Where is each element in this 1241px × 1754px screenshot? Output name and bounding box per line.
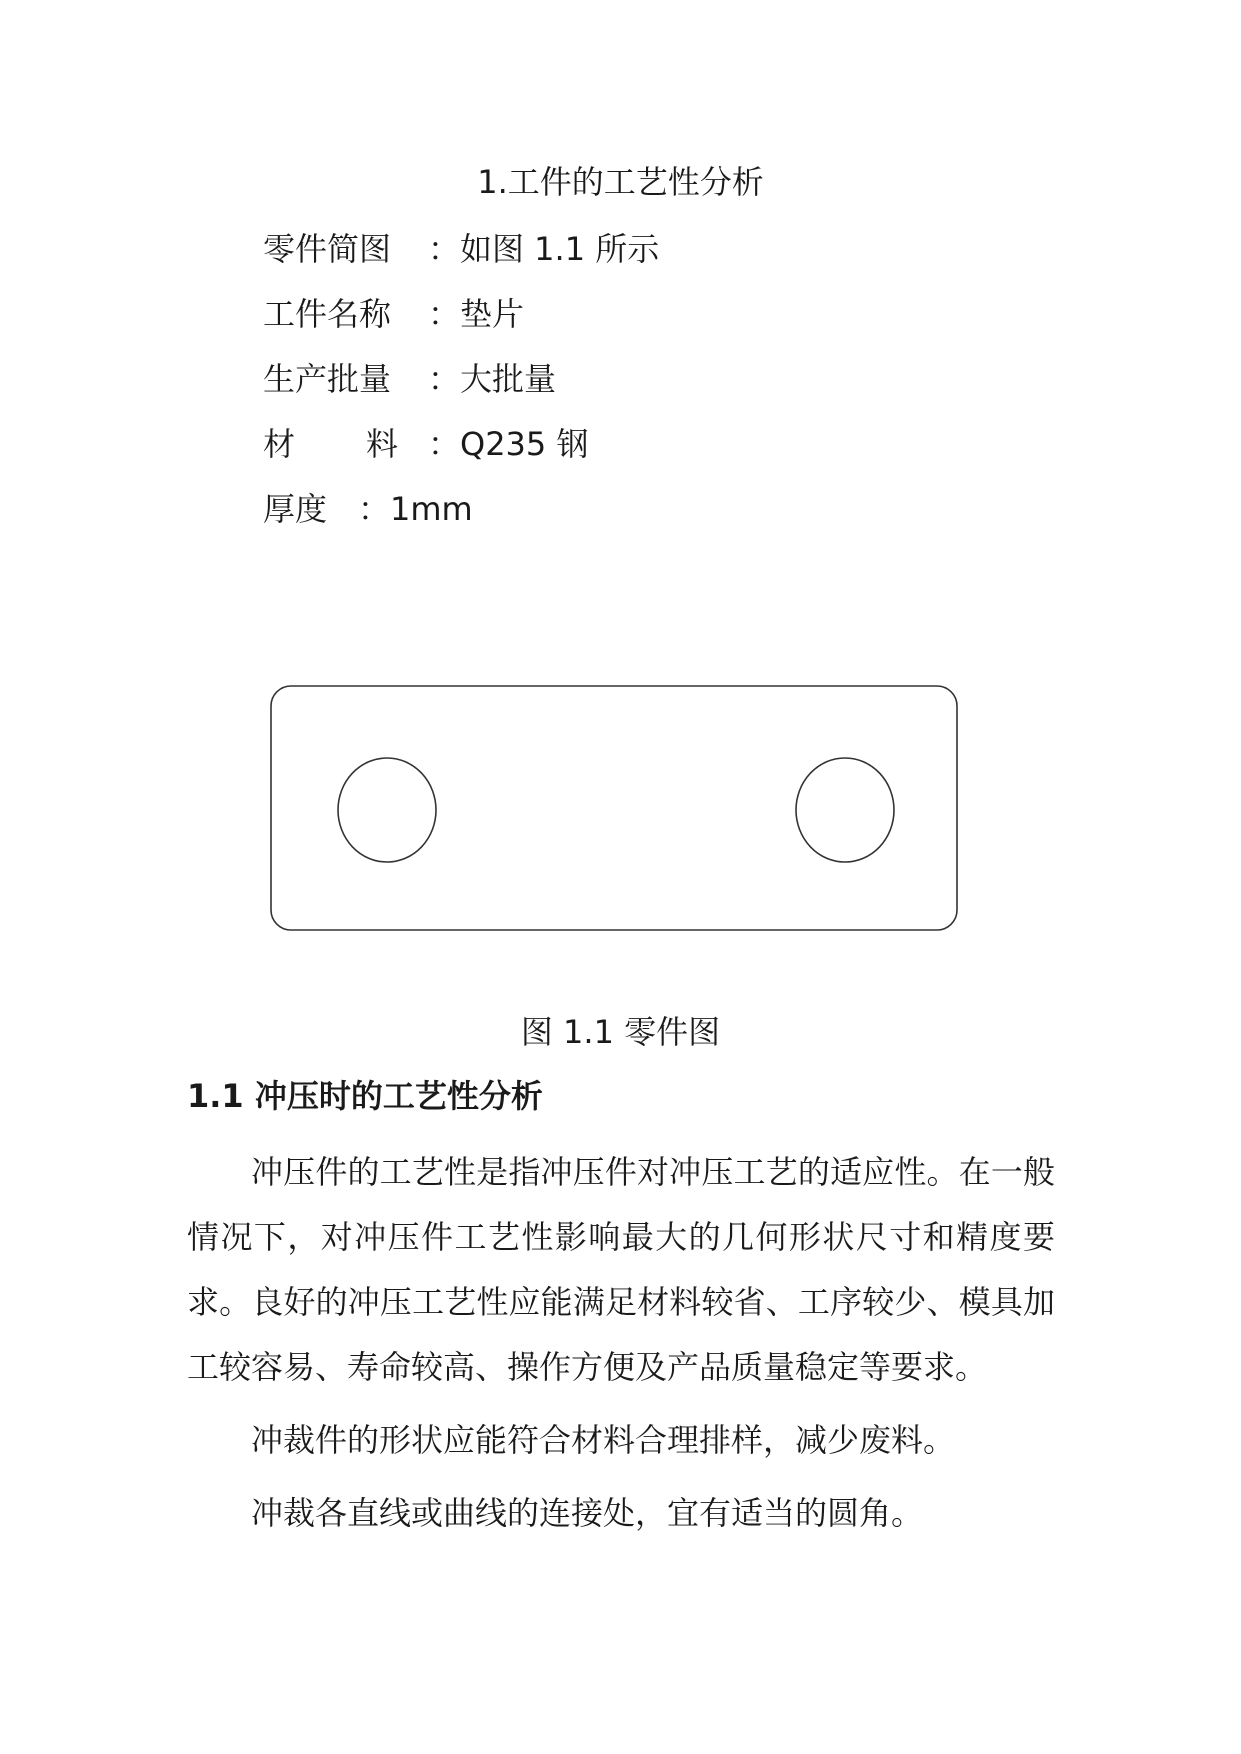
paragraph: 冲裁件的形状应能符合材料合理排样，减少废料。 <box>251 1421 956 1459</box>
info-value: ：1mm <box>358 490 473 528</box>
info-label <box>263 422 398 466</box>
info-value: ：大批量 <box>428 360 557 398</box>
hole-right <box>796 758 894 862</box>
hole-left <box>338 758 436 862</box>
body-text <box>187 1140 1055 1554</box>
info-label: 厚度 <box>263 490 328 528</box>
info-label: 工件名称 <box>263 295 392 333</box>
gasket-outline <box>271 686 957 930</box>
section-heading: 1.1 冲压时的工艺性分析 <box>187 1077 543 1115</box>
info-row-material <box>263 422 659 487</box>
info-row-name <box>263 292 659 357</box>
figure-caption: 图 1.1 零件图 <box>520 1013 721 1051</box>
info-row-sketch <box>263 227 659 292</box>
info-row-thickness <box>263 487 659 552</box>
info-value: ：Q235 钢 <box>428 425 589 463</box>
info-label: 零件简图 <box>263 230 392 268</box>
part-info-list <box>263 227 659 552</box>
info-label: 生产批量 <box>263 360 392 398</box>
paragraph: 冲压件的工艺性是指冲压件对冲压工艺的适应性。在一般情况下，对冲压件工艺性影响最大的几何形状尺寸和精度要求。良好的冲压工艺性应能满足材料较省、工序较少、模具加工较容易、寿命较高、操作方便及产品质量稳定等要求。 <box>187 1153 1055 1386</box>
paragraph: 冲裁各直线或曲线的连接处，宜有适当的圆角。 <box>251 1494 924 1532</box>
page-title: 1.工件的工艺性分析 <box>477 163 764 201</box>
info-row-batch <box>263 357 659 422</box>
part-drawing <box>269 684 959 934</box>
info-value: ：垫片 <box>428 295 525 333</box>
info-label-part: 材 <box>263 425 296 463</box>
info-value: ：如图 1.1 所示 <box>428 230 660 268</box>
info-label-part: 料 <box>365 425 398 463</box>
